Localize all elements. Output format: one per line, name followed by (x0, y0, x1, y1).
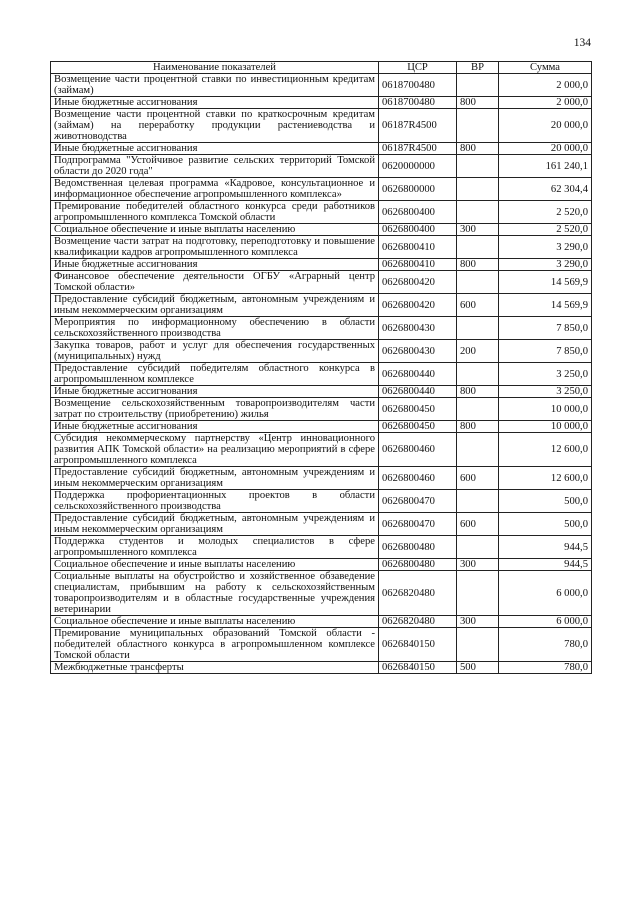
table-row (51, 628, 592, 662)
cell-vr (457, 628, 499, 662)
cell-sum: 12 600,0 (499, 433, 592, 467)
cell-sum: 500,0 (499, 513, 592, 536)
cell-name: Иные бюджетные ассигнования (51, 143, 379, 155)
cell-csr: 06187R4500 (379, 109, 457, 143)
table-row (51, 143, 592, 155)
cell-vr (457, 201, 499, 224)
table-row (51, 363, 592, 386)
table-row (51, 616, 592, 628)
cell-name: Подпрограмма "Устойчивое развитие сельских территорий Томской области до 2020 года" (51, 155, 379, 178)
cell-csr: 0618700480 (379, 74, 457, 97)
cell-csr: 0626800440 (379, 386, 457, 398)
cell-csr: 0626800410 (379, 236, 457, 259)
cell-vr (457, 433, 499, 467)
cell-csr: 0626800400 (379, 201, 457, 224)
cell-csr: 06187R4500 (379, 143, 457, 155)
cell-name: Иные бюджетные ассигнования (51, 97, 379, 109)
cell-name: Возмещение сельскохозяйственным товаропроизводителям части затрат по строительству (приобретению) жилья (51, 398, 379, 421)
cell-vr (457, 155, 499, 178)
table-row (51, 271, 592, 294)
cell-sum: 944,5 (499, 536, 592, 559)
cell-name: Социальное обеспечение и иные выплаты населению (51, 224, 379, 236)
cell-sum: 7 850,0 (499, 317, 592, 340)
cell-csr: 0620000000 (379, 155, 457, 178)
cell-csr: 0626800420 (379, 294, 457, 317)
cell-name: Поддержка профориентационных проектов в области сельскохозяйственного производства (51, 490, 379, 513)
table-row (51, 433, 592, 467)
table-row (51, 109, 592, 143)
cell-sum: 2 520,0 (499, 201, 592, 224)
cell-sum: 10 000,0 (499, 398, 592, 421)
table-row (51, 340, 592, 363)
cell-sum: 780,0 (499, 628, 592, 662)
cell-name: Межбюджетные трансферты (51, 662, 379, 674)
cell-name: Предоставление субсидий бюджетным, автономным учреждениям и иным некоммерческим организациям (51, 294, 379, 317)
table-row (51, 224, 592, 236)
column-header-csr: ЦСР (379, 62, 457, 74)
cell-vr: 300 (457, 559, 499, 571)
cell-vr (457, 398, 499, 421)
cell-name: Иные бюджетные ассигнования (51, 386, 379, 398)
cell-name: Поддержка студентов и молодых специалистов в сфере агропромышленного комплекса (51, 536, 379, 559)
cell-csr: 0626800420 (379, 271, 457, 294)
cell-sum: 500,0 (499, 490, 592, 513)
column-header-sum: Сумма (499, 62, 592, 74)
cell-vr: 800 (457, 143, 499, 155)
cell-csr: 0626800430 (379, 340, 457, 363)
cell-csr: 0626800000 (379, 178, 457, 201)
table-row (51, 559, 592, 571)
cell-vr: 800 (457, 386, 499, 398)
table-row (51, 513, 592, 536)
cell-sum: 7 850,0 (499, 340, 592, 363)
cell-name: Возмещение части затрат на подготовку, переподготовку и повышение квалификации кадров агропромышленного комплекса (51, 236, 379, 259)
cell-csr: 0626800470 (379, 490, 457, 513)
cell-csr: 0626800410 (379, 259, 457, 271)
table-row (51, 236, 592, 259)
cell-sum: 3 290,0 (499, 259, 592, 271)
cell-csr: 0626800470 (379, 513, 457, 536)
cell-sum: 10 000,0 (499, 421, 592, 433)
cell-vr (457, 571, 499, 616)
column-header-vr: ВР (457, 62, 499, 74)
cell-vr (457, 178, 499, 201)
cell-name: Субсидия некоммерческому партнерству «Центр инновационного развития АПК Томской области» на реализацию мероприятий в сфере агропромышленного комплекса (51, 433, 379, 467)
cell-sum: 12 600,0 (499, 467, 592, 490)
cell-vr: 300 (457, 616, 499, 628)
table-row (51, 155, 592, 178)
cell-sum: 780,0 (499, 662, 592, 674)
cell-vr (457, 74, 499, 97)
table-row (51, 201, 592, 224)
cell-vr: 600 (457, 467, 499, 490)
cell-sum: 14 569,9 (499, 294, 592, 317)
cell-name: Иные бюджетные ассигнования (51, 259, 379, 271)
cell-sum: 3 250,0 (499, 363, 592, 386)
table-header-row (51, 62, 592, 74)
cell-sum: 944,5 (499, 559, 592, 571)
cell-vr: 600 (457, 513, 499, 536)
table-row (51, 386, 592, 398)
table-row (51, 294, 592, 317)
cell-csr: 0626820480 (379, 616, 457, 628)
cell-csr: 0626800480 (379, 559, 457, 571)
cell-sum: 20 000,0 (499, 143, 592, 155)
cell-csr: 0626800460 (379, 467, 457, 490)
cell-vr: 600 (457, 294, 499, 317)
cell-vr (457, 109, 499, 143)
cell-sum: 161 240,1 (499, 155, 592, 178)
cell-name: Закупка товаров, работ и услуг для обеспечения государственных (муниципальных) нужд (51, 340, 379, 363)
table-row (51, 74, 592, 97)
cell-sum: 2 520,0 (499, 224, 592, 236)
cell-csr: 0626840150 (379, 662, 457, 674)
cell-name: Социальное обеспечение и иные выплаты населению (51, 616, 379, 628)
cell-sum: 3 290,0 (499, 236, 592, 259)
table-row (51, 178, 592, 201)
table-row (51, 97, 592, 109)
cell-csr: 0626800480 (379, 536, 457, 559)
budget-table (50, 61, 592, 674)
cell-csr: 0626800460 (379, 433, 457, 467)
cell-sum: 6 000,0 (499, 571, 592, 616)
cell-vr (457, 536, 499, 559)
cell-name: Социальные выплаты на обустройство и хозяйственное обзаведение специалистам, прибывшим на работу к сельскохозяйственным товаропроизводителям и в областные государственные учреждения ветеринарии (51, 571, 379, 616)
cell-name: Мероприятия по информационному обеспечению в области сельскохозяйственного производства (51, 317, 379, 340)
cell-csr: 0626800450 (379, 398, 457, 421)
table-row (51, 662, 592, 674)
cell-name: Предоставление субсидий победителям областного конкурса в агропромышленном комплексе (51, 363, 379, 386)
page-number: 134 (573, 37, 591, 49)
cell-vr: 300 (457, 224, 499, 236)
cell-vr (457, 363, 499, 386)
column-header-name: Наименование показателей (51, 62, 379, 74)
table-row (51, 490, 592, 513)
cell-vr: 200 (457, 340, 499, 363)
cell-vr: 800 (457, 421, 499, 433)
table-row (51, 421, 592, 433)
cell-vr (457, 490, 499, 513)
cell-name: Премирование муниципальных образований Томской области - победителей областного конкурса в агропромышленном комплексе Томской области (51, 628, 379, 662)
cell-name: Предоставление субсидий бюджетным, автономным учреждениям и иным некоммерческим организациям (51, 467, 379, 490)
cell-sum: 2 000,0 (499, 97, 592, 109)
cell-vr (457, 317, 499, 340)
cell-csr: 0626840150 (379, 628, 457, 662)
cell-name: Предоставление субсидий бюджетным, автономным учреждениям и иным некоммерческим организациям (51, 513, 379, 536)
cell-vr: 800 (457, 97, 499, 109)
cell-name: Ведомственная целевая программа «Кадровое, консультационное и информационное обеспечение агропромышленного комплекса» (51, 178, 379, 201)
cell-csr: 0618700480 (379, 97, 457, 109)
table-row (51, 317, 592, 340)
cell-name: Социальное обеспечение и иные выплаты населению (51, 559, 379, 571)
table-row (51, 467, 592, 490)
cell-vr: 500 (457, 662, 499, 674)
cell-csr: 0626800440 (379, 363, 457, 386)
cell-sum: 62 304,4 (499, 178, 592, 201)
cell-vr (457, 236, 499, 259)
cell-name: Возмещение части процентной ставки по краткосрочным кредитам (займам) на переработку продукции растениеводства и животноводства (51, 109, 379, 143)
cell-name: Иные бюджетные ассигнования (51, 421, 379, 433)
cell-name: Финансовое обеспечение деятельности ОГБУ «Аграрный центр Томской области» (51, 271, 379, 294)
table-row (51, 536, 592, 559)
cell-name: Премирование победителей областного конкурса среди работников агропромышленного комплекса Томской области (51, 201, 379, 224)
cell-vr: 800 (457, 259, 499, 271)
cell-sum: 3 250,0 (499, 386, 592, 398)
cell-name: Возмещение части процентной ставки по инвестиционным кредитам (займам) (51, 74, 379, 97)
cell-sum: 20 000,0 (499, 109, 592, 143)
cell-csr: 0626820480 (379, 571, 457, 616)
cell-csr: 0626800400 (379, 224, 457, 236)
table-row (51, 571, 592, 616)
cell-sum: 6 000,0 (499, 616, 592, 628)
table-row (51, 398, 592, 421)
cell-sum: 2 000,0 (499, 74, 592, 97)
cell-csr: 0626800430 (379, 317, 457, 340)
cell-csr: 0626800450 (379, 421, 457, 433)
cell-sum: 14 569,9 (499, 271, 592, 294)
cell-vr (457, 271, 499, 294)
table-row (51, 259, 592, 271)
